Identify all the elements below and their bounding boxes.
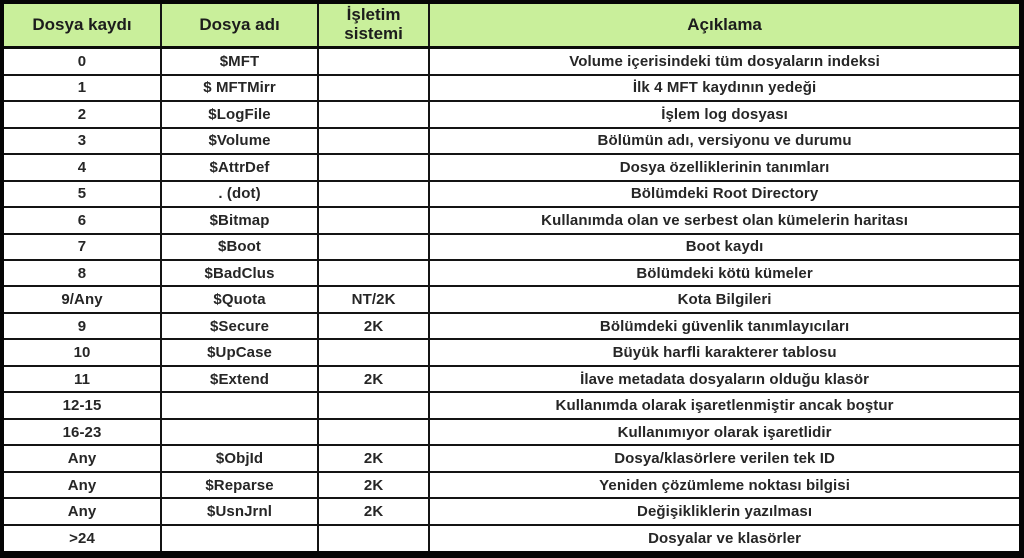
cell-file-name: $UpCase [161,339,318,365]
table-row [2,419,1022,445]
table-row [2,286,1022,312]
table-row [2,154,1022,180]
cell-file-name: $BadClus [161,260,318,286]
cell-record-number: 3 [2,128,161,154]
cell-os [318,101,429,127]
cell-description: İşlem log dosyası [429,101,1021,127]
cell-description: İlave metadata dosyaların olduğu klasör [429,366,1021,392]
cell-file-name: . (dot) [161,181,318,207]
cell-file-name [161,392,318,418]
cell-description: Bölümdeki kötü kümeler [429,260,1021,286]
cell-record-number: 8 [2,260,161,286]
cell-file-name [161,419,318,445]
cell-description: Bölümün adı, versiyonu ve durumu [429,128,1021,154]
table-body [2,48,1022,555]
cell-os: 2K [318,313,429,339]
cell-record-number: 4 [2,154,161,180]
cell-file-name: $MFT [161,48,318,75]
cell-os [318,207,429,233]
table-row [2,498,1022,524]
table-row [2,313,1022,339]
cell-record-number: 10 [2,339,161,365]
table-row [2,181,1022,207]
cell-os [318,128,429,154]
cell-file-name: $UsnJrnl [161,498,318,524]
cell-file-name [161,525,318,555]
cell-record-number: 7 [2,234,161,260]
cell-record-number: 9 [2,313,161,339]
cell-os [318,154,429,180]
cell-record-number: 11 [2,366,161,392]
table-row [2,339,1022,365]
cell-record-number: 16-23 [2,419,161,445]
cell-description: Bölümdeki güvenlik tanımlayıcıları [429,313,1021,339]
cell-description: İlk 4 MFT kaydının yedeği [429,75,1021,101]
cell-os [318,339,429,365]
cell-description: Boot kaydı [429,234,1021,260]
cell-file-name: $Extend [161,366,318,392]
table-row [2,48,1022,75]
table-row [2,207,1022,233]
cell-file-name: $Bitmap [161,207,318,233]
cell-os [318,525,429,555]
cell-file-name: $Boot [161,234,318,260]
cell-file-name: $ MFTMirr [161,75,318,101]
cell-os [318,260,429,286]
cell-os: 2K [318,445,429,471]
cell-description: Kullanımda olarak işaretlenmiştir ancak boştur [429,392,1021,418]
cell-record-number: 0 [2,48,161,75]
cell-record-number: 1 [2,75,161,101]
cell-os: 2K [318,498,429,524]
cell-description: Dosya/klasörlere verilen tek ID [429,445,1021,471]
header-dosya-adi: Dosya adı [161,2,318,48]
cell-description: Yeniden çözümleme noktası bilgisi [429,472,1021,498]
cell-file-name: $Secure [161,313,318,339]
table-row [2,234,1022,260]
cell-record-number: >24 [2,525,161,555]
table-row [2,260,1022,286]
cell-description: Kota Bilgileri [429,286,1021,312]
table-row [2,75,1022,101]
cell-description: Kullanımda olan ve serbest olan kümelerin haritası [429,207,1021,233]
cell-os [318,392,429,418]
table-row [2,366,1022,392]
cell-record-number: 2 [2,101,161,127]
cell-record-number: 12-15 [2,392,161,418]
cell-os [318,181,429,207]
cell-description: Dosya özelliklerinin tanımları [429,154,1021,180]
header-isletim-sistemi: İşletim sistemi [318,2,429,48]
cell-file-name: $Volume [161,128,318,154]
header-aciklama: Açıklama [429,2,1021,48]
cell-file-name: $Reparse [161,472,318,498]
cell-os [318,48,429,75]
header-row [2,2,1022,48]
cell-os: 2K [318,366,429,392]
table-row [2,525,1022,555]
cell-os [318,75,429,101]
cell-record-number: 9/Any [2,286,161,312]
table-row [2,472,1022,498]
table-row [2,101,1022,127]
cell-description: Bölümdeki Root Directory [429,181,1021,207]
table-header [2,2,1022,48]
cell-record-number: 5 [2,181,161,207]
table-row [2,128,1022,154]
cell-os [318,234,429,260]
cell-record-number: Any [2,498,161,524]
table-row [2,445,1022,471]
cell-file-name: $AttrDef [161,154,318,180]
cell-description: Volume içerisindeki tüm dosyaların indeksi [429,48,1021,75]
cell-description: Dosyalar ve klasörler [429,525,1021,555]
cell-os: NT/2K [318,286,429,312]
cell-description: Büyük harfli karakterer tablosu [429,339,1021,365]
cell-file-name: $ObjId [161,445,318,471]
cell-os [318,419,429,445]
header-dosya-kaydi: Dosya kaydı [2,2,161,48]
table-row [2,392,1022,418]
cell-record-number: Any [2,445,161,471]
cell-file-name: $Quota [161,286,318,312]
cell-record-number: 6 [2,207,161,233]
cell-file-name: $LogFile [161,101,318,127]
cell-os: 2K [318,472,429,498]
cell-description: Kullanımıyor olarak işaretlidir [429,419,1021,445]
cell-record-number: Any [2,472,161,498]
cell-description: Değişikliklerin yazılması [429,498,1021,524]
